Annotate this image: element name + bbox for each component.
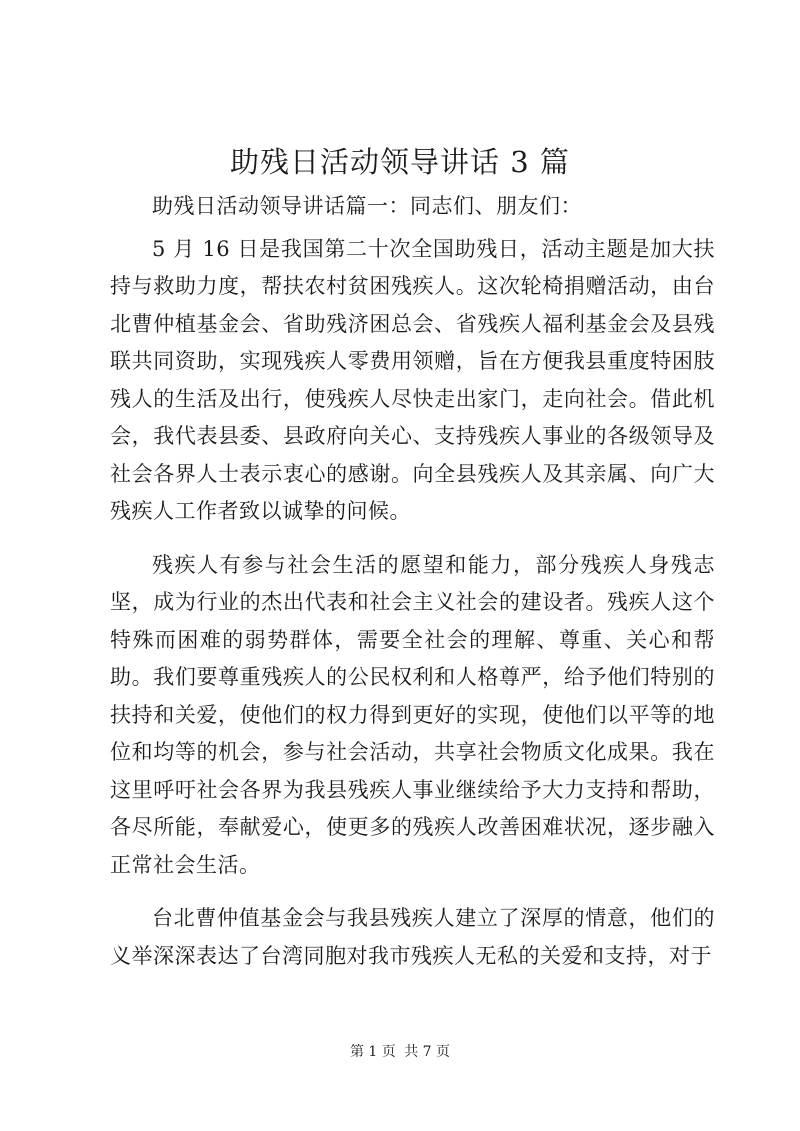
page-footer xyxy=(0,1042,800,1062)
document-title: 助残日活动领导讲话 3 篇 xyxy=(230,145,570,179)
body-paragraph: 残疾人有参与社会生活的愿望和能力，部分残疾人身残志坚，成为行业的杰出代表和社会主义社会的建设者。残疾人这个特殊而困难的弱势群体，需要全社会的理解、尊重、关心和帮助。我们要尊重残疾人的公民权利和人格尊严，给予他们特别的扶持和关爱，使他们的权力得到更好的实现，使他们以平等的地位和均等的机会，参与社会活动，共享社会物质文化成果。我在这里呼吁社会各界为我县残疾人事业继续给予大力支持和帮助，各尽所能，奉献爱心，使更多的残疾人改善困难状况，逐步融入正常社会生活。 xyxy=(110,552,715,877)
page-number: 第 1 页 xyxy=(349,1044,396,1060)
body-paragraph: 5 月 16 日是我国第二十次全国助残日，活动主题是加大扶持与救助力度，帮扶农村贫困残疾人。这次轮椅捐赠活动，由台北曹仲植基金会、省助残济困总会、省残疾人福利基金会及县残联共同资助，实现残疾人零费用领赠，旨在方便我县重度特困肢残人的生活及出行，使残疾人尽快走出家门，走向社会。借此机会，我代表县委、县政府向关心、支持残疾人事业的各级领导及社会各界人士表示衷心的感谢。向全县残疾人及其亲属、向广大残疾人工作者致以诚挚的问候。 xyxy=(110,236,715,523)
document-body xyxy=(110,188,715,991)
greeting-paragraph: 助残日活动领导讲话篇一：同志们、朋友们： xyxy=(152,194,582,218)
page-total: 共 7 页 xyxy=(404,1044,451,1060)
body-paragraph: 台北曹仲值基金会与我县残疾人建立了深厚的情意，他们的义举深深表达了台湾同胞对我市残疾人无私的关爱和支持，对于 xyxy=(110,906,715,968)
